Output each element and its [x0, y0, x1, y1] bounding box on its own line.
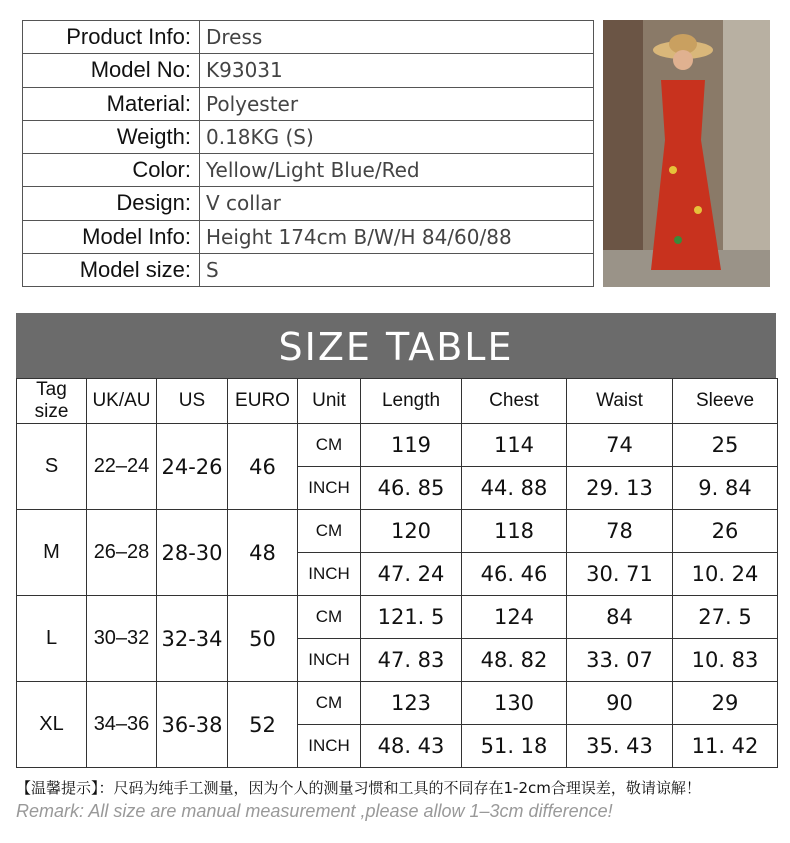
column-header: UK/AU	[87, 379, 157, 424]
uk-au-size: 22–24	[87, 424, 157, 510]
length-cell: 121. 5	[361, 596, 462, 639]
info-value: Yellow/Light Blue/Red	[200, 154, 594, 187]
info-row	[23, 120, 594, 153]
product-info-table	[22, 20, 594, 287]
length-cell: 123	[361, 682, 462, 725]
info-label: Design:	[23, 187, 200, 220]
size-table	[16, 378, 778, 768]
info-value: 0.18KG (S)	[200, 120, 594, 153]
info-row	[23, 54, 594, 87]
info-value: K93031	[200, 54, 594, 87]
tag-size: L	[17, 596, 87, 682]
info-label: Product Info:	[23, 21, 200, 54]
sleeve-cell: 27. 5	[673, 596, 778, 639]
unit-cell: CM	[298, 424, 361, 467]
uk-au-size: 34–36	[87, 682, 157, 768]
us-size: 28-30	[157, 510, 228, 596]
waist-cell: 84	[567, 596, 673, 639]
unit-cell: CM	[298, 682, 361, 725]
chest-cell: 48. 82	[462, 639, 567, 682]
column-header: Chest	[462, 379, 567, 424]
length-cell: 46. 85	[361, 467, 462, 510]
info-row	[23, 187, 594, 220]
table-row	[17, 510, 778, 553]
unit-cell: INCH	[298, 639, 361, 682]
euro-size: 48	[228, 510, 298, 596]
chest-cell: 114	[462, 424, 567, 467]
info-row	[23, 154, 594, 187]
waist-cell: 30. 71	[567, 553, 673, 596]
info-value: Polyester	[200, 87, 594, 120]
waist-cell: 90	[567, 682, 673, 725]
info-label: Model Info:	[23, 220, 200, 253]
info-label: Model No:	[23, 54, 200, 87]
euro-size: 46	[228, 424, 298, 510]
us-size: 32-34	[157, 596, 228, 682]
waist-cell: 35. 43	[567, 725, 673, 768]
chest-cell: 51. 18	[462, 725, 567, 768]
unit-cell: CM	[298, 596, 361, 639]
chest-cell: 118	[462, 510, 567, 553]
length-cell: 47. 83	[361, 639, 462, 682]
length-cell: 119	[361, 424, 462, 467]
info-row	[23, 220, 594, 253]
column-header: US	[157, 379, 228, 424]
tag-size: XL	[17, 682, 87, 768]
table-row	[17, 682, 778, 725]
table-row	[17, 596, 778, 639]
info-label: Material:	[23, 87, 200, 120]
info-value: Dress	[200, 21, 594, 54]
unit-cell: CM	[298, 510, 361, 553]
column-header: Sleeve	[673, 379, 778, 424]
euro-size: 52	[228, 682, 298, 768]
sleeve-cell: 29	[673, 682, 778, 725]
tag-size: M	[17, 510, 87, 596]
waist-cell: 74	[567, 424, 673, 467]
model-photo	[603, 20, 770, 287]
column-header: Unit	[298, 379, 361, 424]
column-header: EURO	[228, 379, 298, 424]
tag-size: S	[17, 424, 87, 510]
chest-cell: 124	[462, 596, 567, 639]
sleeve-cell: 26	[673, 510, 778, 553]
table-row	[17, 424, 778, 467]
length-cell: 47. 24	[361, 553, 462, 596]
uk-au-size: 26–28	[87, 510, 157, 596]
column-header: Tag size	[17, 379, 87, 424]
uk-au-size: 30–32	[87, 596, 157, 682]
info-value: S	[200, 253, 594, 286]
info-label: Model size:	[23, 253, 200, 286]
column-header: Length	[361, 379, 462, 424]
remark-note: Remark: All size are manual measurement ,please allow 1–3cm difference!	[16, 801, 613, 821]
info-row	[23, 87, 594, 120]
column-header: Waist	[567, 379, 673, 424]
chest-cell: 46. 46	[462, 553, 567, 596]
us-size: 36-38	[157, 682, 228, 768]
length-cell: 120	[361, 510, 462, 553]
info-label: Color:	[23, 154, 200, 187]
sleeve-cell: 10. 24	[673, 553, 778, 596]
unit-cell: INCH	[298, 553, 361, 596]
waist-cell: 29. 13	[567, 467, 673, 510]
info-value: V collar	[200, 187, 594, 220]
waist-cell: 78	[567, 510, 673, 553]
chest-cell: 44. 88	[462, 467, 567, 510]
waist-cell: 33. 07	[567, 639, 673, 682]
sleeve-cell: 25	[673, 424, 778, 467]
chinese-note: 【温馨提示】：尺码为纯手工测量，因为个人的测量习惯和工具的不同存在1-2cm合理误差，敬请谅解！	[16, 779, 701, 797]
info-value: Height 174cm B/W/H 84/60/88	[200, 220, 594, 253]
chest-cell: 130	[462, 682, 567, 725]
sleeve-cell: 11. 42	[673, 725, 778, 768]
unit-cell: INCH	[298, 725, 361, 768]
length-cell: 48. 43	[361, 725, 462, 768]
unit-cell: INCH	[298, 467, 361, 510]
info-row	[23, 21, 594, 54]
size-table-title: SIZE TABLE	[16, 313, 776, 378]
info-row	[23, 253, 594, 286]
info-label: Weigth:	[23, 120, 200, 153]
sleeve-cell: 9. 84	[673, 467, 778, 510]
euro-size: 50	[228, 596, 298, 682]
us-size: 24-26	[157, 424, 228, 510]
sleeve-cell: 10. 83	[673, 639, 778, 682]
